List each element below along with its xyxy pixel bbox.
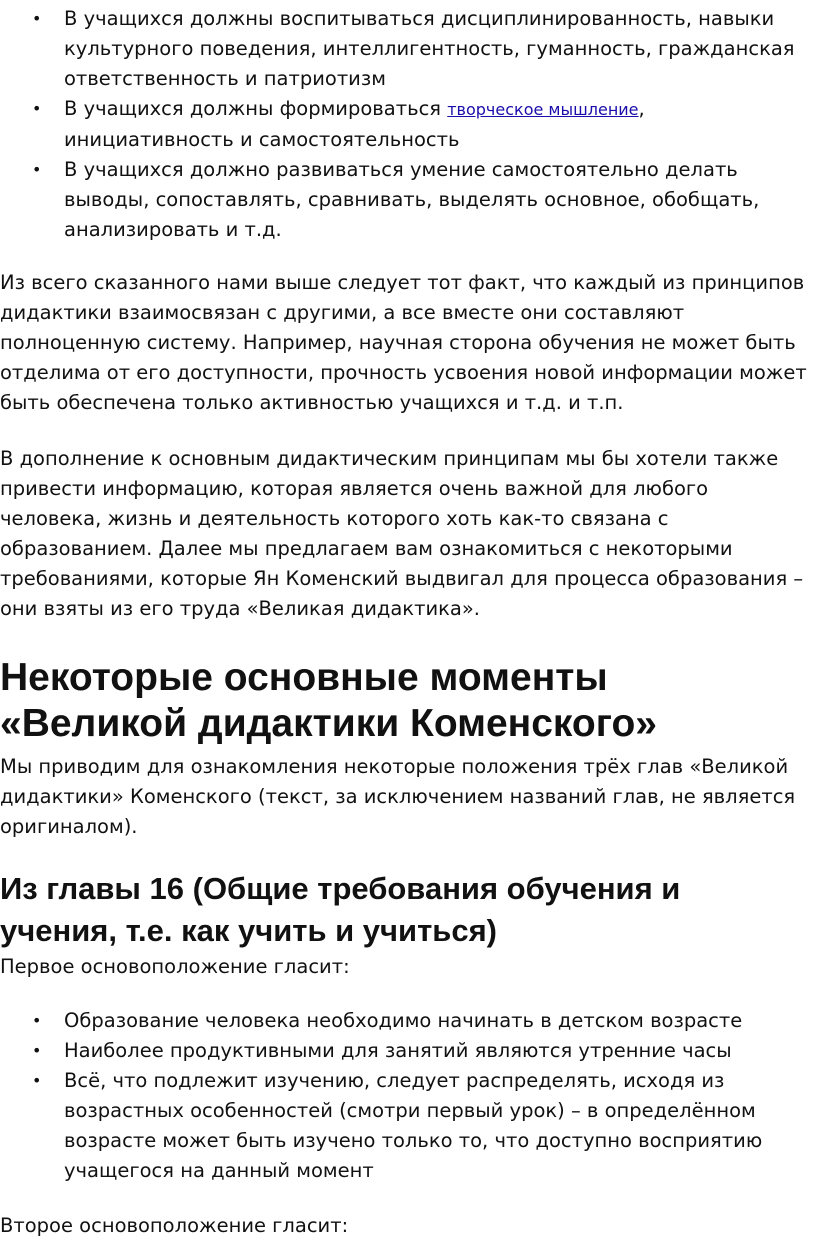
heading-line: учения, т.е. как учить и учиться) — [0, 913, 497, 948]
list-item-line: анализировать и т.д. — [64, 218, 282, 241]
heading-line: «Великой дидактики Коменского» — [0, 702, 658, 745]
paragraph-line: Из всего сказанного нами выше следует тот факт, что каждый из принципов — [0, 271, 805, 294]
list-item-line: учащегося на данный момент — [64, 1159, 374, 1182]
chapter-heading — [0, 868, 816, 952]
list-item-line: инициативность и самостоятельность — [64, 128, 460, 151]
bullet-icon: • — [32, 160, 42, 179]
list-item-line: возрасте может быть изучено только то, что доступно восприятию — [64, 1129, 763, 1152]
list-item-line: выводы, сопоставлять, сравнивать, выделять основное, обобщать, — [64, 188, 760, 211]
list-item — [0, 1006, 816, 1036]
bullet-icon: • — [32, 1011, 42, 1030]
list-item-line: культурного поведения, интеллигентность, гуманность, гражданская — [64, 37, 795, 60]
paragraph-line: требованиями, которые Ян Коменский выдвигал для процесса образования – — [0, 567, 804, 590]
creative-thinking-link[interactable]: творческое мышление — [447, 100, 639, 119]
list-item — [0, 4, 816, 94]
chapter-bullet-list — [0, 1006, 816, 1186]
first-principle-label: Первое основоположение гласит: — [0, 955, 350, 978]
paragraph-komensky-intro — [0, 444, 816, 624]
list-item-text: , — [638, 97, 645, 120]
paragraph-line: они взяты из его труда «Великая дидактика». — [0, 597, 480, 620]
list-item-line: возрастных особенностей (смотри первый урок) – в определённом — [64, 1099, 756, 1122]
paragraph-line: дидактики взаимосвязан с другими, а все вместе они составляют — [0, 301, 685, 324]
paragraph-line: В дополнение к основным дидактическим принципам мы бы хотели также — [0, 447, 779, 470]
paragraph-line: дидактики» Коменского (текст, за исключением названий глав, не является — [0, 785, 796, 808]
list-item-line: В учащихся должны воспитываться дисциплинированность, навыки — [64, 7, 775, 30]
list-item-line — [64, 94, 816, 125]
paragraph-line: образованием. Далее мы предлагаем вам ознакомиться с некоторыми — [0, 537, 733, 560]
paragraph-chapters-note — [0, 752, 816, 842]
second-principle-label: Второе основоположение гласит: — [0, 1214, 349, 1237]
heading-line: Из главы 16 (Общие требования обучения и — [0, 871, 681, 906]
section-heading — [0, 655, 816, 747]
paragraph-line: быть обеспечена только активностью учащихся и т.д. и т.п. — [0, 391, 624, 414]
paragraph-principles-system — [0, 268, 816, 418]
paragraph-line: отделима от его доступности, прочность усвоения новой информации может — [0, 361, 807, 384]
list-item — [0, 1036, 816, 1066]
paragraph-line: полноценную систему. Например, научная сторона обучения не может быть — [0, 331, 796, 354]
heading-line: Некоторые основные моменты — [0, 656, 608, 699]
bullet-icon: • — [32, 99, 42, 118]
bullet-icon: • — [32, 9, 42, 28]
paragraph-line: оригиналом). — [0, 815, 138, 838]
list-item — [0, 94, 816, 155]
list-item-line: Наиболее продуктивными для занятий являются утренние часы — [64, 1039, 732, 1062]
list-item-line: Образование человека необходимо начинать в детском возрасте — [64, 1009, 743, 1032]
bullet-icon: • — [32, 1071, 42, 1090]
paragraph-line: Мы приводим для ознакомления некоторые положения трёх глав «Великой — [0, 755, 789, 778]
list-item-text: В учащихся должны формироваться — [64, 97, 448, 120]
paragraph-line: человека, жизнь и деятельность которого хоть как-то связана с — [0, 507, 669, 530]
list-item — [0, 1066, 816, 1186]
top-bullet-list — [0, 4, 816, 245]
bullet-icon: • — [32, 1041, 42, 1060]
list-item — [0, 155, 816, 245]
paragraph-line: привести информацию, которая является очень важной для любого — [0, 477, 709, 500]
list-item-line: ответственность и патриотизм — [64, 67, 386, 90]
list-item-line: Всё, что подлежит изучению, следует распределять, исходя из — [64, 1069, 725, 1092]
list-item-line: В учащихся должно развиваться умение самостоятельно делать — [64, 158, 738, 181]
